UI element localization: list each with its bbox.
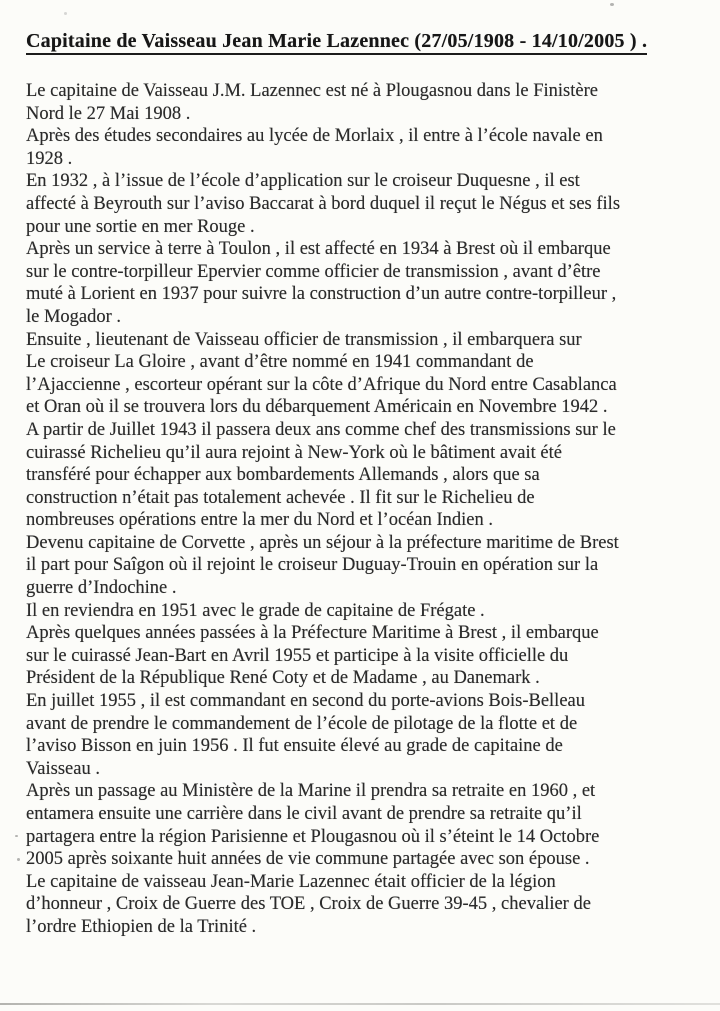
- text-line: A partir de Juillet 1943 il passera deux ans comme chef des transmissions sur le: [26, 419, 616, 440]
- scan-edge-line: [0, 1003, 720, 1005]
- scan-speck: [64, 12, 67, 15]
- document-title: Capitaine de Vaisseau Jean Marie Lazennec (27/05/1908 - 14/10/2005 ) .: [26, 30, 647, 55]
- scan-speck: [17, 858, 20, 861]
- paragraph: [26, 600, 706, 623]
- text-line: d’honneur , Croix de Guerre des TOE , Croix de Guerre 39-45 , chevalier de: [26, 894, 591, 915]
- paragraph: [26, 419, 706, 532]
- text-line: muté à Lorient en 1937 pour suivre la construction d’un autre contre-torpilleur ,: [26, 284, 617, 305]
- paragraph: [26, 125, 706, 170]
- scan-speck: [610, 3, 614, 6]
- paragraph: [26, 532, 706, 600]
- text-line: avant de prendre le commandement de l’école de pilotage de la flotte et de: [26, 713, 578, 734]
- text-line: Ensuite , lieutenant de Vaisseau officier de transmission , il embarquera sur: [26, 329, 582, 350]
- paragraph: [26, 690, 706, 780]
- paragraph: [26, 170, 706, 238]
- text-line: transféré pour échapper aux bombardements Allemands , alors que sa: [26, 465, 540, 486]
- document-body: [26, 80, 706, 939]
- text-line: nombreuses opérations entre la mer du Nord et l’océan Indien .: [26, 510, 493, 531]
- paragraph: [26, 622, 706, 690]
- text-line: et Oran où il se trouvera lors du débarquement Américain en Novembre 1942 .: [26, 397, 608, 418]
- text-line: pour une sortie en mer Rouge .: [26, 216, 255, 237]
- text-line: entamera ensuite une carrière dans le civil avant de prendre sa retraite qu’il: [26, 804, 582, 824]
- text-line: Le capitaine de Vaisseau J.M. Lazennec est né à Plougasnou dans le Finistère: [26, 81, 598, 101]
- text-line: Après des études secondaires au lycée de Morlaix , il entre à l’école navale en: [26, 126, 603, 147]
- paragraph: [26, 871, 706, 939]
- text-line: l’Ajaccienne , escorteur opérant sur la côte d’Afrique du Nord entre Casablanca: [26, 374, 617, 395]
- scan-speck: [15, 835, 18, 837]
- text-line: En 1932 , à l’issue de l’école d’application sur le croiseur Duquesne , il est: [26, 171, 580, 192]
- text-line: guerre d’Indochine .: [26, 578, 177, 599]
- paragraph: [26, 238, 706, 328]
- text-line: sur le cuirassé Jean-Bart en Avril 1955 et participe à la visite officielle du: [26, 645, 569, 666]
- title-row: [26, 30, 706, 53]
- text-line: Nord le 27 Mai 1908 .: [26, 103, 191, 124]
- paragraph: [26, 80, 706, 125]
- text-line: Il en reviendra en 1951 avec le grade de capitaine de Frégate .: [26, 600, 485, 621]
- text-line: 1928 .: [26, 148, 73, 169]
- text-line: cuirassé Richelieu qu’il aura rejoint à New-York où le bâtiment avait été: [26, 442, 562, 463]
- paragraph: [26, 329, 706, 419]
- text-line: affecté à Beyrouth sur l’aviso Baccarat à bord duquel il reçut le Négus et ses fils: [26, 193, 621, 214]
- text-line: l’ordre Ethiopien de la Trinité .: [26, 916, 257, 937]
- text-line: Après un service à terre à Toulon , il est affecté en 1934 à Brest où il embarque: [26, 239, 611, 260]
- text-line: 2005 après soixante huit années de vie commune partagée avec son épouse .: [26, 849, 590, 870]
- document-content: [26, 30, 706, 939]
- text-line: construction n’était pas totalement achevée . Il fit sur le Richelieu de: [26, 487, 535, 508]
- text-line: Vaisseau .: [26, 758, 100, 779]
- text-line: En juillet 1955 , il est commandant en second du porte-avions Bois-Belleau: [26, 691, 585, 712]
- text-line: Devenu capitaine de Corvette , après un séjour à la préfecture maritime de Brest: [26, 532, 619, 553]
- paragraph: [26, 780, 706, 870]
- text-line: Le capitaine de vaisseau Jean-Marie Lazennec était officier de la légion: [26, 871, 556, 892]
- text-line: partagera entre la région Parisienne et Plougasnou où il s’éteint le 14 Octobre: [26, 826, 600, 847]
- text-line: sur le contre-torpilleur Epervier comme officier de transmission , avant d’être: [26, 261, 601, 282]
- text-line: Après quelques années passées à la Préfecture Maritime à Brest , il embarque: [26, 623, 599, 644]
- text-line: l’aviso Bisson en juin 1956 . Il fut ensuite élevé au grade de capitaine de: [26, 736, 563, 757]
- text-line: Le croiseur La Gloire , avant d’être nommé en 1941 commandant de: [26, 352, 534, 373]
- text-line: il part pour Saîgon où il rejoint le croiseur Duguay-Trouin en opération sur la: [26, 555, 599, 576]
- text-line: Président de la République René Coty et de Madame , au Danemark .: [26, 668, 540, 689]
- text-line: le Mogador .: [26, 306, 122, 327]
- text-line: Après un passage au Ministère de la Marine il prendra sa retraite en 1960 , et: [26, 781, 596, 802]
